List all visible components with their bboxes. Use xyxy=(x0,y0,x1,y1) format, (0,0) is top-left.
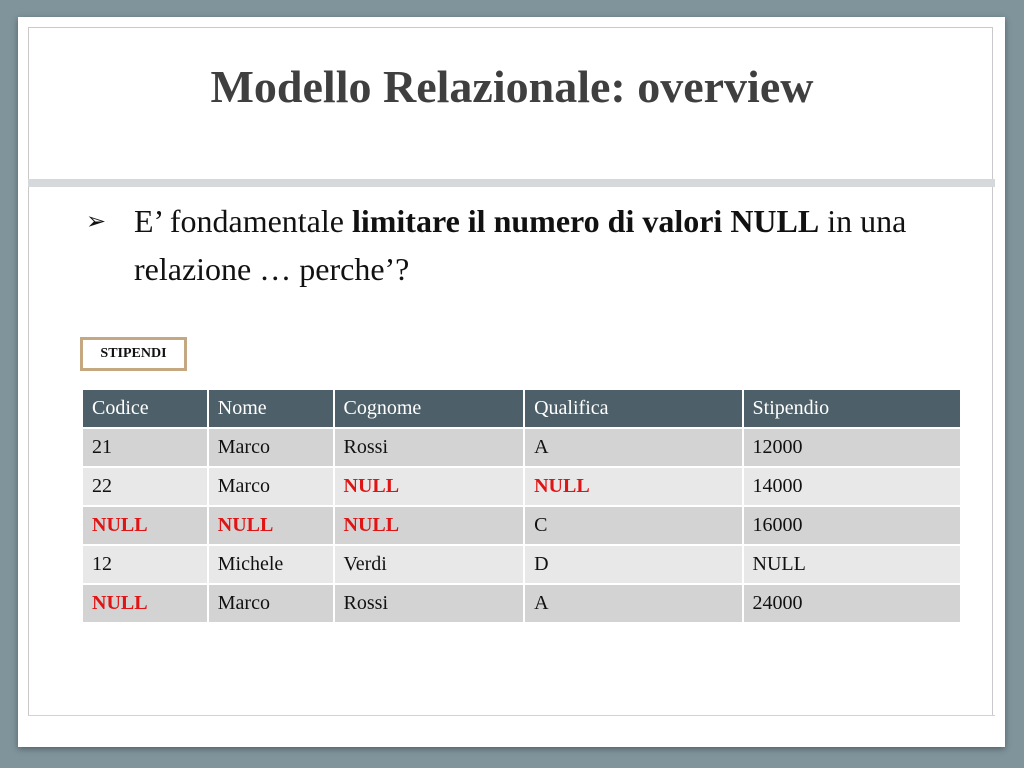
column-header-qualifica: Qualifica xyxy=(524,389,742,428)
null-value-cell: NULL xyxy=(82,506,208,545)
table-name-label: STIPENDI xyxy=(80,337,187,371)
slide xyxy=(18,17,1005,747)
null-value-cell: NULL xyxy=(208,506,334,545)
bullet-point xyxy=(86,197,946,293)
null-value-cell: NULL xyxy=(82,584,208,623)
table-cell: 12 xyxy=(82,545,208,584)
table-row xyxy=(82,428,961,467)
table-cell: 21 xyxy=(82,428,208,467)
column-header-nome: Nome xyxy=(208,389,334,428)
null-value-cell: NULL xyxy=(334,506,525,545)
table-row xyxy=(82,506,961,545)
column-header-stipendio: Stipendio xyxy=(743,389,961,428)
table-cell: C xyxy=(524,506,742,545)
table-cell: Rossi xyxy=(334,428,525,467)
table-cell: 14000 xyxy=(743,467,961,506)
table-header-row xyxy=(82,389,961,428)
null-value-cell: NULL xyxy=(524,467,742,506)
table-row xyxy=(82,467,961,506)
table-cell: Marco xyxy=(208,467,334,506)
bullet-text-bold: limitare il numero di valori NULL xyxy=(351,203,820,239)
table-cell: Rossi xyxy=(334,584,525,623)
table-cell: Michele xyxy=(208,545,334,584)
column-header-cognome: Cognome xyxy=(334,389,525,428)
arrow-bullet-icon: ➢ xyxy=(86,207,107,235)
slide-frame xyxy=(28,27,993,735)
null-value-cell: NULL xyxy=(334,467,525,506)
slide-title: Modello Relazionale: overview xyxy=(210,61,814,112)
table-cell: 12000 xyxy=(743,428,961,467)
bullet-text xyxy=(134,197,946,293)
table-row xyxy=(82,584,961,623)
table-cell: D xyxy=(524,545,742,584)
table-cell: 24000 xyxy=(743,584,961,623)
bullet-text-part2: in una relazione … perche’? xyxy=(134,203,907,287)
table-cell: Verdi xyxy=(334,545,525,584)
table-cell: A xyxy=(524,584,742,623)
slide-footer-band xyxy=(28,715,995,740)
table-row xyxy=(82,545,961,584)
table-cell: Marco xyxy=(208,584,334,623)
column-header-codice: Codice xyxy=(82,389,208,428)
bullet-text-part1: E’ fondamentale xyxy=(134,203,352,239)
table-cell: Marco xyxy=(208,428,334,467)
table-cell: A xyxy=(524,428,742,467)
table-cell: NULL xyxy=(743,545,961,584)
table-cell: 22 xyxy=(82,467,208,506)
stipendi-table xyxy=(81,388,962,624)
title-divider xyxy=(28,179,995,187)
table-cell: 16000 xyxy=(743,506,961,545)
